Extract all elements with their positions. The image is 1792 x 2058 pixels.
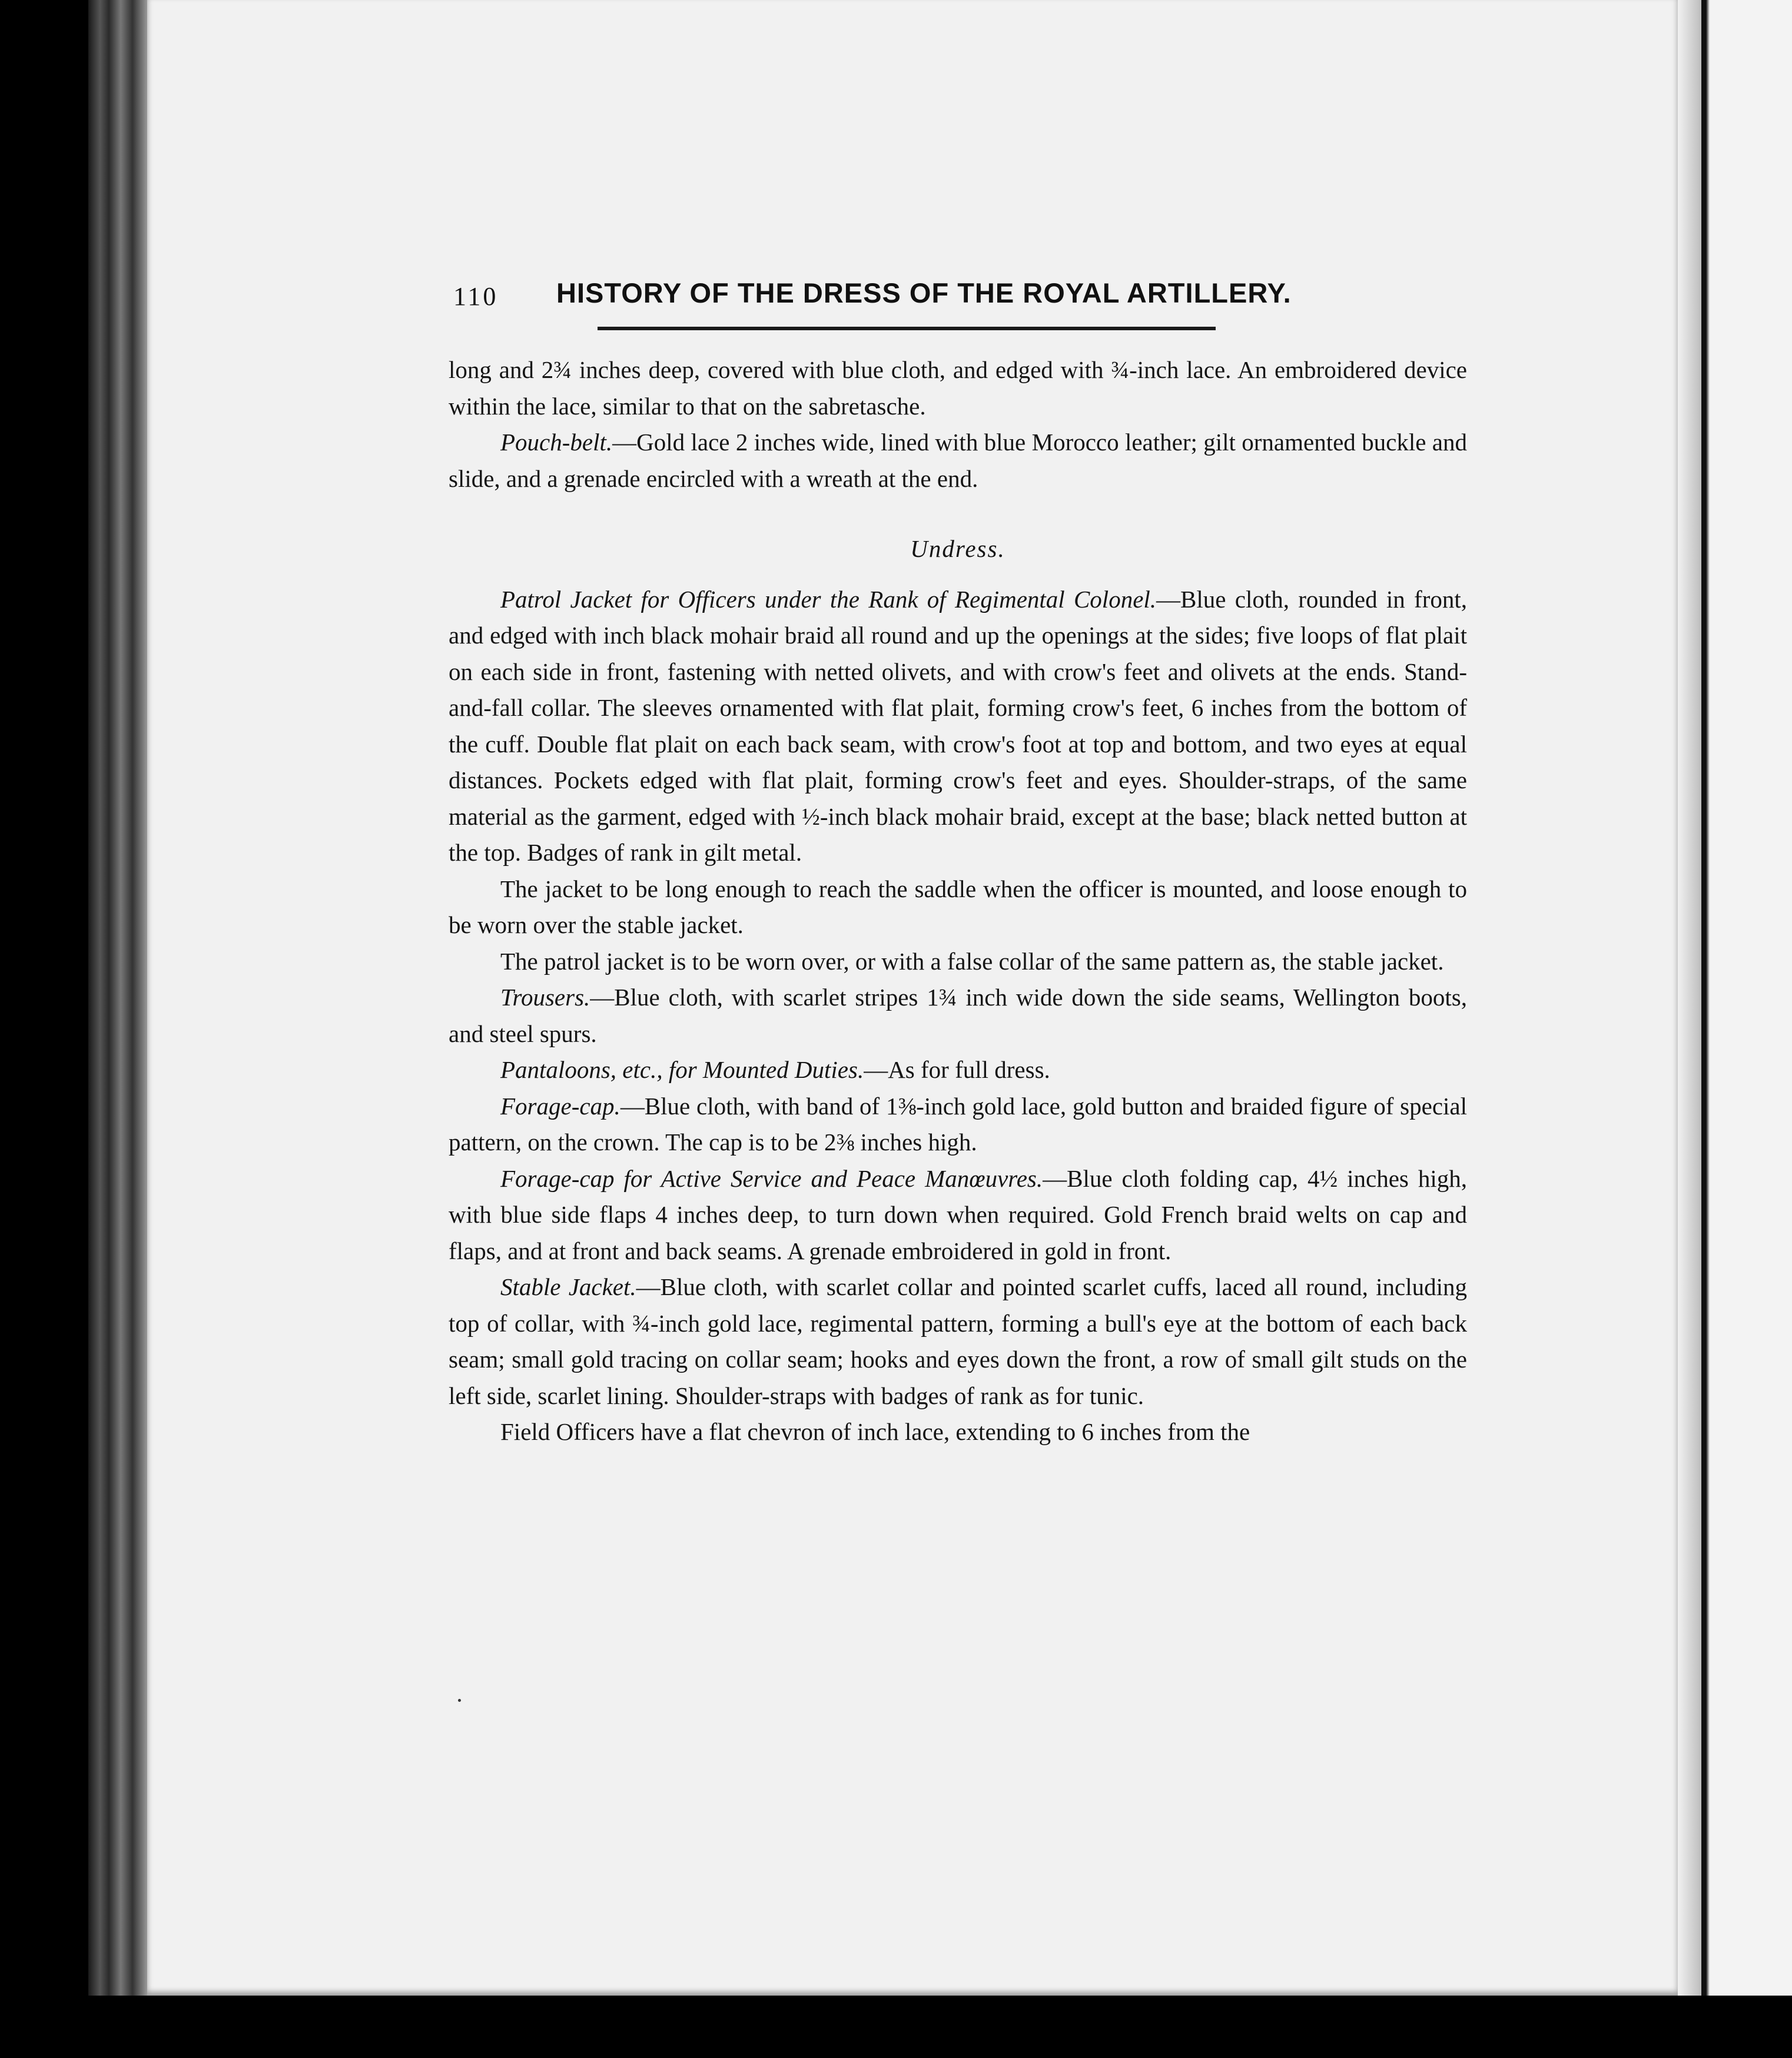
page-header <box>453 277 1372 324</box>
paragraph <box>449 871 1467 944</box>
running-title: HISTORY OF THE DRESS OF THE ROYAL ARTILLERY. <box>556 277 1292 308</box>
paragraph-text: —Gold lace 2 inches wide, lined with blue Morocco leather; gilt ornamented buckle and slide, and a grenade encircled with a wreath at the end. <box>449 429 1467 492</box>
page-gutter <box>1678 0 1701 1996</box>
paragraph <box>449 352 1467 424</box>
paragraph-text: —Blue cloth, with band of 1⅜-inch gold lace, gold button and braided figure of special pattern, on the crown. The cap is to be 2⅜ inches high. <box>449 1092 1467 1156</box>
adjacent-page <box>1701 0 1792 2001</box>
section-heading: Undress. <box>910 535 1005 562</box>
paragraph <box>449 424 1467 497</box>
paragraph-text: —Blue cloth, with scarlet collar and pointed scarlet cuffs, laced all round, including top of collar, with ¾-inch gold lace, regimental pattern, forming a bull's eye at the bottom of each back seam; small gold tracing on collar seam; hooks and eyes down the front, a row of small gilt studs on the left side, scarlet lining. Shoulder-straps with badges of rank as for tunic. <box>449 1273 1467 1409</box>
paragraph <box>449 980 1467 1052</box>
paragraph <box>449 1088 1467 1161</box>
paragraph <box>449 1161 1467 1270</box>
paragraph-lead: Forage-cap. <box>500 1092 620 1120</box>
paragraph-text: —Blue cloth, with scarlet stripes 1¾ inch wide down the side seams, Wellington boots, and steel spurs. <box>449 984 1467 1047</box>
scan-background <box>88 1996 1792 2058</box>
paragraph-text: long and 2¾ inches deep, covered with blue cloth, and edged with ¾-inch lace. An embroidered device within the lace, similar to that on the sabretasche. <box>449 356 1467 420</box>
paragraph <box>449 1414 1467 1450</box>
book-page-edges <box>88 0 147 2007</box>
page-number: 110 <box>453 282 499 311</box>
scan-speck <box>458 1699 461 1702</box>
paragraph-lead: Forage-cap for Active Service and Peace Manœuvres. <box>500 1164 1043 1192</box>
paragraph-text: The patrol jacket is to be worn over, or with a false collar of the same pattern as, the stable jacket. <box>500 947 1444 975</box>
paragraph-text: The jacket to be long enough to reach the saddle when the officer is mounted, and loose enough to be worn over the stable jacket. <box>449 875 1467 938</box>
paragraph-lead: Patrol Jacket for Officers under the Rank of Regimental Colonel. <box>500 585 1157 613</box>
header-rule <box>598 327 1216 330</box>
paragraph <box>449 1269 1467 1414</box>
paragraph <box>449 582 1467 871</box>
paragraph-lead: Trousers. <box>500 984 590 1011</box>
paragraph-lead: Pouch-belt. <box>500 429 613 456</box>
paragraph <box>449 944 1467 980</box>
paragraph-text: —Blue cloth, rounded in front, and edged with inch black mohair braid all round and up the openings at the sides; five loops of flat plait on each side in front, fastening with netted olivets, and with crow's feet and olivets at the ends. Stand-and-fall collar. The sleeves ornamented with flat plait, forming crow's feet, 6 inches from the bottom of the cuff. Double flat plait on each back seam, with crow's foot at top and bottom, and two eyes at equal distances. Pockets edged with flat plait, forming crow's feet and eyes. Shoulder-straps, of the same material as the garment, edged with ½-inch black mohair braid, except at the base; black netted button at the top. Badges of rank in gilt metal. <box>449 585 1467 866</box>
paragraph <box>449 1052 1467 1088</box>
body-text <box>449 352 1467 1450</box>
paragraph-lead: Pantaloons, etc., for Mounted Duties. <box>500 1056 864 1083</box>
paragraph-text: —Blue cloth folding cap, 4½ inches high, with blue side flaps 4 inches deep, to turn down when required. Gold French braid welts on cap and flaps, and at front and back seams. A grenade embroidered in gold in front. <box>449 1164 1467 1264</box>
paragraph-text: —As for full dress. <box>864 1056 1050 1083</box>
paragraph-text: Field Officers have a flat chevron of inch lace, extending to 6 inches from the <box>500 1418 1250 1445</box>
paragraph-lead: Stable Jacket. <box>500 1273 636 1300</box>
